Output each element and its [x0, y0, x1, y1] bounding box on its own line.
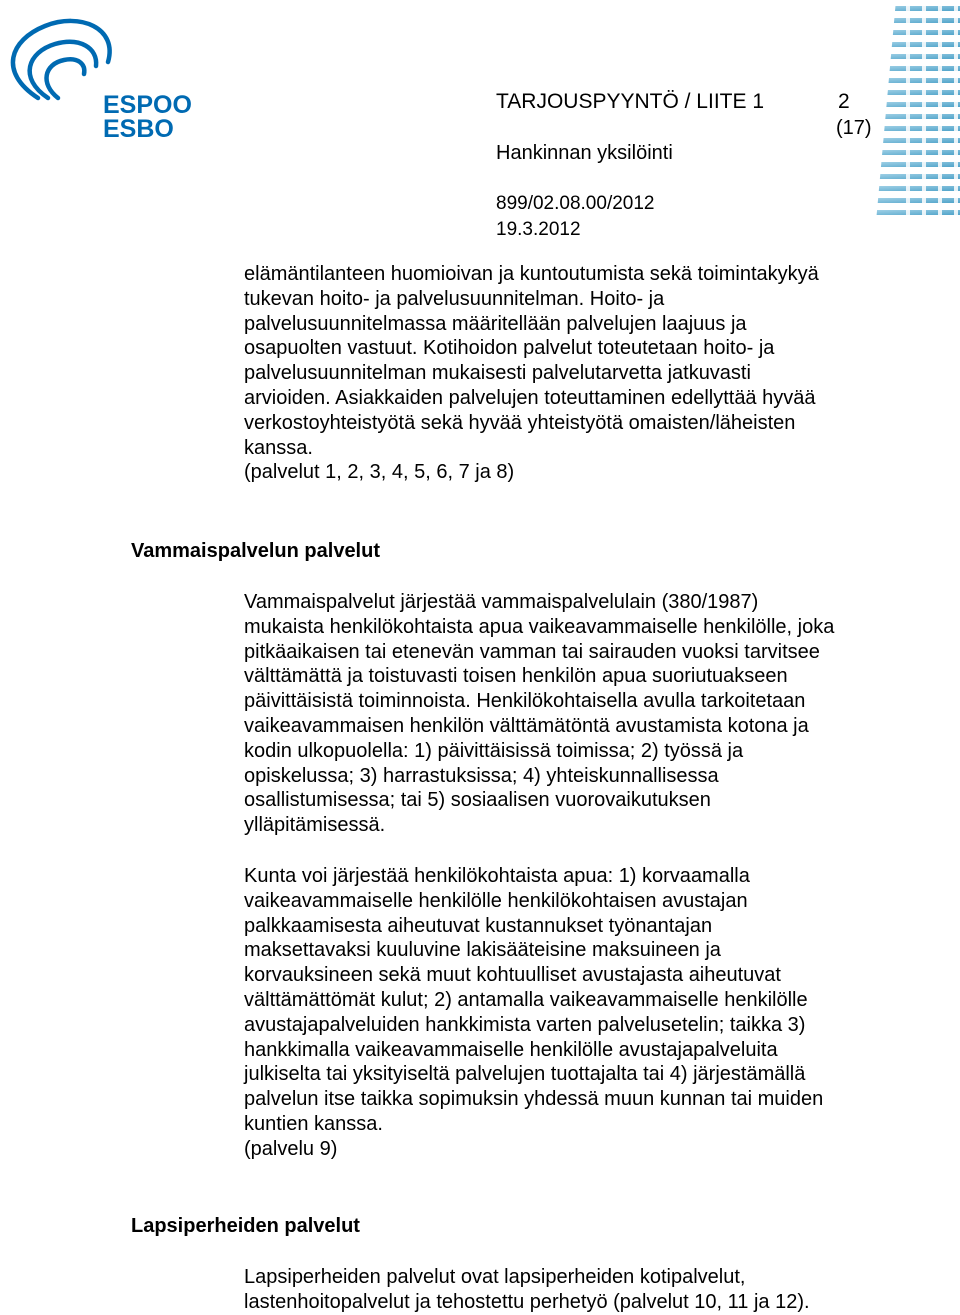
document-title: TARJOUSPYYNTÖ / LIITE 1 — [496, 90, 764, 113]
decorative-stripes — [876, 0, 960, 222]
section-heading-disability-services: Vammaispalvelun palvelut — [131, 540, 380, 562]
espoo-logo — [0, 0, 200, 150]
logo-text-espoo: ESPOO — [103, 91, 192, 119]
logo-text-esbo: ESBO — [103, 115, 174, 143]
logo-swirl-inner — [47, 59, 85, 98]
page-number: 2 — [838, 90, 850, 113]
reference-number: 899/02.08.00/2012 — [496, 193, 655, 214]
page-total: (17) — [836, 117, 872, 139]
paragraph-home-care: elämäntilanteen huomioivan ja kuntoutumista sekä toimintakykyä tukevan hoito- ja palvelusuunnitelman. Hoito- ja palvelusuunnitelmassa määritellään palvelujen laajuus ja osapuolten vastuut. Kotihoidon palvelut toteutetaan hoito- ja palvelusuunnitelman mukaisesti palvelutarvetta jatkuvasti arvioiden. Asiakkaiden palvelujen toteuttaminen edellyttää hyvää verkostoyhteistyötä sekä hyvää yhteistyötä omaisten/läheisten kanssa. (palvelut 1, 2, 3, 4, 5, 6, 7 ja 8) — [244, 263, 819, 484]
document-date: 19.3.2012 — [496, 219, 581, 240]
document-subtitle: Hankinnan yksilöinti — [496, 142, 673, 164]
paragraph-family-services: Lapsiperheiden palvelut ovat lapsiperheiden kotipalvelut, lastenhoitopalvelut ja tehostettu perhetyö (palvelut 10, 11 ja 12). — [244, 1266, 810, 1313]
paragraph-personal-assistance: Kunta voi järjestää henkilökohtaista apua: 1) korvaamalla vaikeavammaiselle henkilölle henkilökohtaisen avustajan palkkaamisesta aiheutuvat kustannukset työnantajan maksettavaksi kuuluvine lakisääteisine maksuineen ja korvauksineen sekä muut kohtuulliset avustajasta aiheutuvat välttämättömät kulut; 2) antamalla vaikeavammaiselle henkilölle avustajapalveluiden hankkimista varten palvelusetelin; taikka 3) hankkimalla vaikeavammaiselle henkilölle avustajapalveluita julkiselta tai yksityiseltä palvelujen tuottajalta tai 4) järjestämällä palvelun itse taikka sopimuksin yhdessä muun kunnan tai muiden kuntien kanssa. (palvelu 9) — [244, 865, 824, 1160]
paragraph-disability-services: Vammaispalvelut järjestää vammaispalvelulain (380/1987) mukaista henkilökohtaista apua vaikeavammaiselle henkilölle, joka pitkäaikaisen tai etenevän vamman tai sairauden vuoksi tarvitsee välttämättä ja toistuvasti toisen henkilön apua suoriutuakseen päivittäisistä toiminnoista. Henkilökohtaisella avulla tarkoitetaan vaikeavammaisen henkilön välttämätöntä avustamista kotona ja kodin ulkopuolella: 1) päivittäisissä toimissa; 2) työssä ja opiskelussa; 3) harrastuksissa; 4) yhteiskunnallisessa osallistumisessa; tai 5) sosiaalisen vuorovaikutuksen ylläpitämisessä. — [244, 591, 835, 837]
section-heading-family-services: Lapsiperheiden palvelut — [131, 1215, 360, 1237]
